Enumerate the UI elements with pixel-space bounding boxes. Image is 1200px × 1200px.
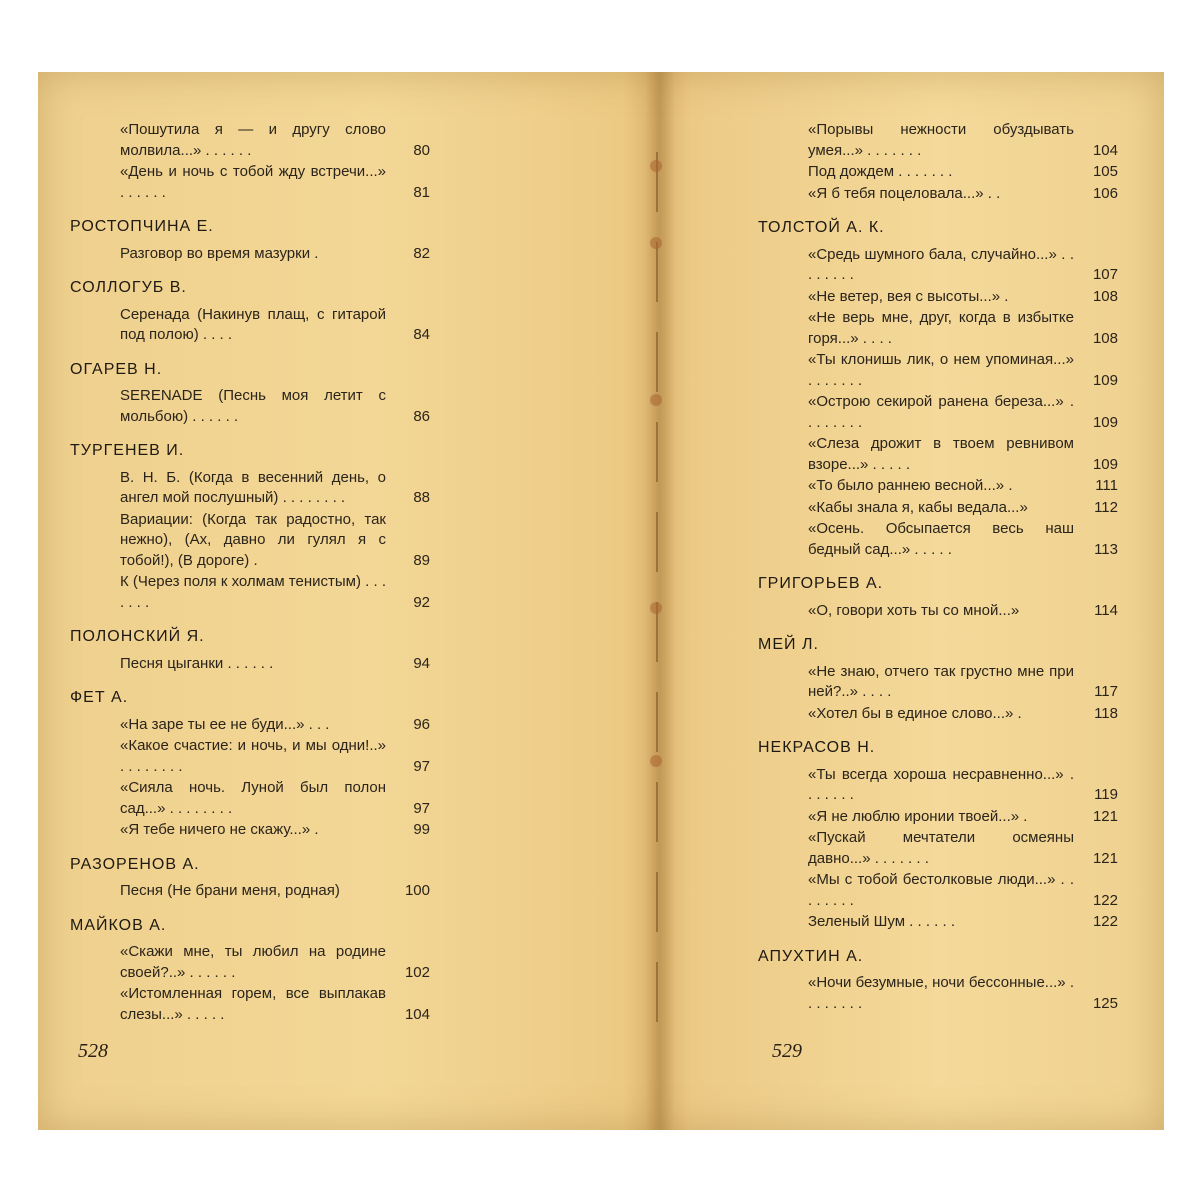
entry-page-number: 111 — [1095, 477, 1118, 494]
author-section — [70, 441, 430, 613]
toc-entry — [808, 476, 1118, 497]
entry-title: Песня цыганки . . . . . . — [120, 654, 274, 672]
toc-entry — [120, 942, 430, 983]
entry-title: «Истомленная горем, все выплакав слезы...» . . . . . — [120, 985, 386, 1023]
entry-title: «Мы с тобой бестолковые люди...» . . . . . . . . — [808, 871, 1074, 909]
left-page-contents — [70, 120, 430, 1026]
page-number-left: 528 — [78, 1040, 108, 1062]
toc-entry — [120, 778, 430, 819]
entry-page-number: 104 — [404, 1005, 430, 1023]
entry-page-number: 80 — [413, 141, 430, 159]
page-number-right: 529 — [772, 1040, 802, 1062]
entry-page-number: 121 — [1092, 849, 1118, 867]
entry-title: «Сияла ночь. Луной был полон сад...» . . . . . . . . — [120, 779, 386, 817]
entry-page-number: 82 — [413, 244, 430, 262]
entry-page-number: 108 — [1092, 329, 1118, 347]
toc-entry — [120, 305, 430, 346]
entry-page-number: 100 — [404, 882, 430, 899]
entry-page-number: 106 — [1092, 184, 1118, 202]
entry-title: «Средь шумного бала, случайно...» . . . . . . . . — [808, 245, 1074, 283]
toc-entry — [120, 162, 430, 203]
toc-entry — [120, 120, 430, 161]
entry-title: «Ты клонишь лик, о нем упоминая...» . . . . . . . — [808, 351, 1074, 389]
entry-title: «Я тебе ничего не скажу...» . — [120, 821, 319, 838]
entry-title: «Какое счастие: и ночь, и мы одни!..» . . . . . . . . — [120, 737, 386, 775]
author-name: МЕЙ Л. — [758, 636, 819, 653]
toc-entry — [808, 912, 1118, 933]
author-name: СОЛЛОГУБ В. — [70, 279, 187, 296]
entry-page-number: 109 — [1092, 455, 1118, 473]
author-name: ТУРГЕНЕВ И. — [70, 442, 185, 459]
entry-page-number: 99 — [413, 821, 430, 838]
author-name: ГРИГОРЬЕВ А. — [758, 575, 884, 592]
entry-title: Зеленый Шум . . . . . . — [808, 913, 956, 930]
entry-title: «Не знаю, отчего так грустно мне при ней?..» . . . . — [808, 662, 1074, 700]
entry-title: В. Н. Б. (Когда в весенний день, о ангел мой послушный) . . . . . . . . — [120, 468, 386, 506]
entry-page-number: 94 — [413, 654, 430, 672]
entry-page-number: 109 — [1092, 371, 1118, 389]
entry-page-number: 96 — [413, 715, 430, 733]
entry-title: Серенада (Накинув плащ, с гитарой под полою) . . . . — [120, 305, 386, 343]
toc-entry — [120, 572, 430, 613]
toc-entry — [120, 654, 430, 675]
entry-title: «То было раннею весной...» . — [808, 477, 1013, 494]
entry-page-number: 86 — [413, 407, 430, 425]
entry-title: «Пошутила я — и другу слово молвила...» . . . . . . — [120, 121, 386, 159]
entry-title: «День и ночь с тобой жду встречи...» . . . . . . — [120, 163, 386, 201]
binding-hole — [650, 602, 662, 614]
author-section — [70, 855, 430, 902]
entry-title: «Я б тебя поцеловала...» . . — [808, 184, 1001, 202]
author-section — [70, 688, 430, 841]
author-name: ПОЛОНСКИЙ Я. — [70, 628, 205, 645]
binding-hole — [650, 237, 662, 249]
entry-page-number: 88 — [413, 489, 430, 506]
entry-page-number: 112 — [1094, 498, 1118, 516]
entry-page-number: 122 — [1092, 913, 1118, 930]
entry-title: Под дождем . . . . . . . — [808, 163, 953, 180]
toc-entry — [808, 765, 1118, 806]
toc-entry — [808, 308, 1118, 349]
author-section — [758, 635, 1118, 724]
entry-page-number: 125 — [1092, 994, 1118, 1012]
author-name: ТОЛСТОЙ А. К. — [758, 219, 885, 236]
toc-entry — [808, 245, 1118, 286]
author-section — [70, 217, 430, 264]
entry-title: «Хотел бы в единое слово...» . — [808, 704, 1022, 722]
entry-title: «Порывы нежности обуздывать умея...» . . . . . . . — [808, 121, 1074, 159]
toc-entry — [808, 162, 1118, 183]
toc-entry — [808, 392, 1118, 433]
entry-title: Вариации: (Когда так радостно, так нежно), (Ах, давно ли гулял я с тобой!), (В дороге) . — [120, 510, 386, 569]
entry-title: «Пускай мечтатели осмеяны давно...» . . . . . . . — [808, 829, 1074, 867]
entry-page-number: 121 — [1092, 807, 1118, 825]
book-fold — [645, 72, 675, 1130]
toc-entry — [808, 434, 1118, 475]
entry-title: К (Через поля к холмам тенистым) . . . . . . . — [120, 573, 386, 611]
entry-page-number: 118 — [1094, 704, 1118, 722]
author-name: НЕКРАСОВ Н. — [758, 739, 876, 756]
author-name: ОГАРЕВ Н. — [70, 360, 163, 378]
toc-entry — [808, 350, 1118, 391]
entry-page-number: 104 — [1092, 141, 1118, 159]
toc-entry — [120, 984, 430, 1025]
toc-entry — [808, 828, 1118, 869]
author-section — [70, 120, 430, 203]
author-section — [758, 574, 1118, 621]
toc-entry — [808, 498, 1118, 519]
entry-title: «Ночи безумные, ночи бессонные...» . . . . . . . . — [808, 974, 1074, 1012]
entry-title: «Ты всегда хороша несравненно...» . . . . . . . — [808, 765, 1074, 803]
author-name: ФЕТ А. — [70, 689, 129, 706]
toc-entry — [808, 870, 1118, 911]
entry-title: «Острою секирой ранена береза...» . . . . . . . . — [808, 393, 1074, 431]
author-name: МАЙКОВ А. — [70, 916, 167, 934]
entry-page-number: 108 — [1092, 287, 1118, 305]
author-section — [758, 738, 1118, 933]
entry-page-number: 84 — [413, 326, 430, 343]
author-section — [758, 947, 1118, 1015]
toc-entry — [808, 704, 1118, 725]
entry-page-number: 105 — [1092, 163, 1118, 180]
toc-entry — [808, 519, 1118, 560]
toc-entry — [120, 820, 430, 841]
author-section — [70, 278, 430, 346]
entry-title: Разговор во время мазурки . — [120, 244, 319, 262]
author-name: РАЗОРЕНОВ А. — [70, 855, 200, 873]
entry-title: «На заре ты ее не буди...» . . . — [120, 715, 330, 733]
entry-title: «Скажи мне, ты любил на родине своей?..» . . . . . . — [120, 943, 386, 981]
right-page-contents — [758, 120, 1118, 1015]
author-section — [758, 120, 1118, 204]
toc-entry — [808, 662, 1118, 703]
author-section — [70, 627, 430, 674]
entry-page-number: 97 — [413, 757, 430, 775]
toc-entry — [120, 510, 430, 572]
entry-page-number: 122 — [1092, 891, 1118, 909]
entry-title: «Не ветер, вея с высоты...» . — [808, 287, 1009, 305]
toc-entry — [120, 715, 430, 736]
entry-title: «Не верь мне, друг, когда в избытке горя...» . . . . — [808, 309, 1074, 347]
binding-hole — [650, 394, 662, 406]
toc-entry — [808, 601, 1118, 622]
author-section — [70, 916, 430, 1026]
toc-entry — [120, 736, 430, 777]
toc-entry — [808, 184, 1118, 205]
entry-page-number: 113 — [1094, 540, 1118, 558]
entry-page-number: 119 — [1094, 786, 1118, 803]
entry-page-number: 117 — [1094, 683, 1118, 700]
author-section — [758, 218, 1118, 560]
entry-page-number: 107 — [1092, 266, 1118, 283]
binding-hole — [650, 755, 662, 767]
entry-page-number: 97 — [413, 799, 430, 817]
toc-entry — [120, 468, 430, 509]
entry-title: «Я не люблю иронии твоей...» . — [808, 807, 1028, 825]
entry-title: «Кабы знала я, кабы ведала...» — [808, 498, 1028, 516]
author-name: АПУХТИН А. — [758, 947, 864, 965]
toc-entry — [120, 881, 430, 902]
author-section — [70, 360, 430, 428]
entry-title: «Слеза дрожит в твоем ревнивом взоре...» . . . . . — [808, 435, 1074, 473]
entry-title: SERENADE (Песнь моя летит с мольбою) . . . . . . — [120, 387, 386, 425]
entry-page-number: 81 — [413, 183, 430, 201]
toc-entry — [120, 244, 430, 265]
toc-entry — [808, 973, 1118, 1014]
author-name: РОСТОПЧИНА Е. — [70, 218, 214, 235]
entry-page-number: 109 — [1092, 413, 1118, 431]
entry-title: «О, говори хоть ты со мной...» — [808, 601, 1020, 619]
toc-entry — [808, 120, 1118, 161]
entry-page-number: 114 — [1094, 601, 1118, 619]
entry-page-number: 102 — [404, 963, 430, 981]
toc-entry — [808, 807, 1118, 828]
binding-hole — [650, 160, 662, 172]
toc-entry — [808, 287, 1118, 308]
entry-title: Песня (Не брани меня, родная) — [120, 882, 340, 899]
entry-page-number: 92 — [413, 593, 430, 611]
entry-title: «Осень. Обсыпается весь наш бедный сад...» . . . . . — [808, 520, 1074, 558]
toc-entry — [120, 386, 430, 427]
entry-page-number: 89 — [413, 551, 430, 569]
